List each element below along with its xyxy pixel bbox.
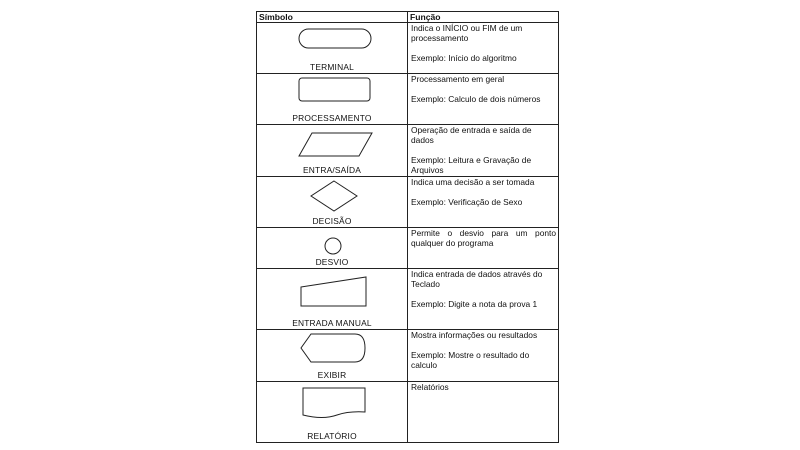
function-cell (408, 23, 559, 74)
function-cell (408, 330, 559, 382)
symbol-name: ENTRADA MANUAL (292, 318, 372, 328)
table-row-relatorio (257, 382, 559, 443)
table-row-entra-saida (257, 125, 559, 177)
symbol-name: ENTRA/SAÍDA (302, 165, 362, 175)
table-row-desvio (257, 228, 559, 269)
function-description: Mostra informações ou resultados (411, 330, 538, 340)
function-cell (408, 74, 559, 125)
function-example: Exemplo: Início do algoritmo (411, 53, 517, 63)
table-row-processamento (257, 74, 559, 125)
function-description: Relatórios (411, 382, 449, 392)
symbol-cell (257, 74, 408, 125)
symbol-name: EXIBIR (317, 370, 347, 380)
function-description: Indica entrada de dados através do Teclado (411, 269, 543, 289)
symbol-cell (257, 269, 408, 330)
function-cell (408, 269, 559, 330)
terminal-shape-icon (279, 23, 385, 63)
function-example: Exemplo: Mostre o resultado do calculo (411, 350, 530, 370)
symbol-cell (257, 125, 408, 177)
function-cell (408, 382, 559, 443)
process-shape-icon (279, 74, 385, 114)
symbol-cell (257, 23, 408, 74)
flowchart-symbols-table (256, 11, 559, 443)
function-description: Permite o desvio para um ponto qualquer do programa (411, 228, 556, 248)
table-row-exibir (257, 330, 559, 382)
symbol-cell (257, 330, 408, 382)
connector-shape-icon (279, 228, 385, 258)
symbol-cell (257, 382, 408, 443)
table-row-terminal (257, 23, 559, 74)
input-output-shape-icon (279, 125, 385, 165)
function-example: Exemplo: Calculo de dois números (411, 94, 541, 104)
function-cell (408, 125, 559, 177)
symbol-name: RELATÓRIO (307, 431, 357, 441)
function-description: Operação de entrada e saída de dados (411, 125, 532, 145)
symbol-name: TERMINAL (310, 62, 354, 72)
manual-input-shape-icon (279, 269, 385, 317)
function-cell (408, 228, 559, 269)
function-cell (408, 177, 559, 228)
symbol-name: DECISÃO (312, 216, 352, 226)
function-example: Exemplo: Verificação de Sexo (411, 197, 523, 207)
decision-shape-icon (279, 177, 385, 217)
header-function: Função (408, 12, 559, 23)
function-description: Processamento em geral (411, 74, 505, 84)
header-symbol: Símbolo (257, 12, 408, 23)
symbol-name: DESVIO (315, 257, 349, 267)
symbol-name: PROCESSAMENTO (292, 113, 372, 123)
function-example: Exemplo: Digite a nota da prova 1 (411, 299, 538, 309)
document-shape-icon (279, 382, 385, 430)
function-description: Indica uma decisão a ser tomada (411, 177, 535, 187)
display-shape-icon (279, 330, 385, 370)
function-example: Exemplo: Leitura e Gravação de Arquivos (411, 155, 532, 175)
function-description: Indica o INÍCIO ou FIM de um processamento (411, 23, 523, 43)
table-header-row (257, 12, 559, 23)
symbol-cell (257, 177, 408, 228)
table-row-decisao (257, 177, 559, 228)
table-row-entrada-manual (257, 269, 559, 330)
symbol-cell (257, 228, 408, 269)
